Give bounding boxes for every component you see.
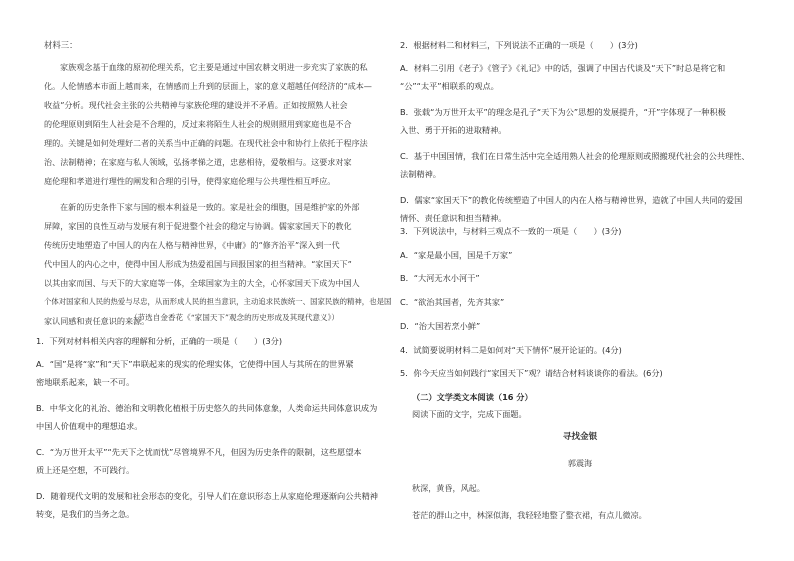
q1-option-b-line-2: 中国人价值观中的理想追求。 xyxy=(36,421,143,431)
question-5: 5．你今天应当如何践行“家国天下”观？请结合材料谈谈你的看法。(6分) xyxy=(400,368,663,378)
q2-option-b-line-2: 入世、勇于开拓的进取精神。 xyxy=(400,125,507,135)
question-3: 3．下列说法中，与材料三观点不一致的一项是（ ）(3分) xyxy=(400,226,622,236)
para1-line-4: 的伦理原则到陌生人社会是不合理的，反过来将陌生人社会的规则照用到家庭也是不合 xyxy=(44,119,352,129)
q1-option-d-line-2: 转变，是我们的当务之急。 xyxy=(36,509,135,519)
para1-line-5: 理的。关键是如何处理好二者的关系当中正确的问题。在现代社会中和协行上依托于程序法 xyxy=(44,138,368,148)
para1-line-3: 收益”分析。现代社会主张的公共精神与家族伦理的建设并不矛盾。正如按照熟人社会 xyxy=(44,100,348,110)
para2-line-5: 以其由家而国、与天下的大家庭等一体，全球国家为主的大全，心怀家国天下成为中国人 xyxy=(44,278,360,288)
source-citation: （节选自金香花《“家国天下”观念的历史形成及其现代意义》） xyxy=(130,313,339,322)
para2-line-7: 家认同感和责任意识的来源。 xyxy=(44,316,150,326)
q2-option-c-line-2: 法制精神。 xyxy=(400,169,441,179)
para2-line-4: 代中国人的内心之中，使得中国人形成为热爱祖国与回报国家的担当精神。“家国天下” xyxy=(44,259,352,269)
q2-option-a-line-1: A．材料二引用《老子》《管子》《礼记》中的话，强调了中国古代谈及“天下”时总是将它和 xyxy=(400,63,726,73)
q1-option-c-line-1: C．“为万世开太平”“先天下之忧而忧”尽管境界不凡，但因为历史条件的限制，这些愿望本 xyxy=(36,447,362,457)
story-title: 寻找金银 xyxy=(562,432,598,442)
q3-option-b: B．“大河无水小河干” xyxy=(400,273,480,283)
q3-option-d: D．“治大国若烹小鲜” xyxy=(400,321,481,331)
para1-line-2: 化。人伦情感本市面上越而来，在情感而上升到的层面上，家的意义超越任何经济的“成本— xyxy=(44,81,372,91)
q1-option-d-line-1: D．随着现代文明的发展和社会形态的变化，引导人们在意识形态上从家庭伦理逐渐向公共精神 xyxy=(36,491,378,501)
q1-option-a-line-1: A．“国”是将“家”和“天下”串联起来的现实的伦理实体，它使得中国人与其所在的世界紧 xyxy=(36,359,354,369)
question-2: 2．根据材料二和材料三，下列说法不正确的一项是（ ）(3分) xyxy=(400,40,638,50)
q2-option-d-line-1: D．儒家“家国天下”的教化传统塑造了中国人的内在人格与精神世界，造就了中国人共同的爱国 xyxy=(400,195,743,205)
q2-option-c-line-1: C．基于中国国情，我们在日常生活中完全适用熟人社会的伦理原则或照搬现代社会的公共理性、 xyxy=(400,151,750,161)
question-1: 1．下列对材料相关内容的理解和分析，正确的一项是（ ）(3分) xyxy=(36,336,283,346)
para1-line-7: 庭伦理和孝道进行理性的阐发和合理的引导，使得家庭伦理与公共理性相互呼应。 xyxy=(44,176,336,186)
story-author: 郭震海 xyxy=(567,458,593,468)
para2-line-6: 个体对国家和人民的热爱与尽忠，从而形成人民的担当意识，主动追求民族统一、国家民族的精神，也是国 xyxy=(44,297,392,306)
section-title: （二）文学类文本阅读（16 分） xyxy=(412,392,533,402)
q1-option-c-line-2: 质上还是空想，不可践行。 xyxy=(36,465,135,475)
para1-line-6: 治、法制精神；在家庭与私人领域，弘扬孝悌之道，忠慈相待，爱敬相与。这要求对家 xyxy=(44,157,352,167)
q2-option-d-line-2: 情怀、责任意识和担当精神。 xyxy=(400,213,507,223)
material3-title: 材料三： xyxy=(44,40,78,50)
para2-line-1: 在新的历史条件下家与国的根本利益是一致的。家是社会的细胞，国是维护家的外部 xyxy=(60,202,360,212)
q1-option-a-line-2: 密地联系起来，缺一不可。 xyxy=(36,377,135,387)
para1-line-1: 家族观念基于血缘的原初伦理关系，它主要是通过中国农耕文明进一步充实了家族的私 xyxy=(60,62,368,72)
q1-option-b-line-1: B．中华文化的礼治、德治和文明教化植根于历史悠久的共同体意象，人类命运共同体意识成为 xyxy=(36,403,378,413)
question-4: 4．试简要说明材料二是如何对“天下情怀”展开论证的。(4分) xyxy=(400,345,622,355)
section-instruction: 阅读下面的文字，完成下面题。 xyxy=(412,409,527,419)
q2-option-b-line-1: B．张载“为万世开太平”的理念是孔子“天下为公”思想的发展提升，“开”字体现了一种积极 xyxy=(400,107,726,117)
q3-option-a: A．“家是最小国，国是千万家” xyxy=(400,250,513,260)
story-line-2: 苍茫的群山之中，林深似海，我轻轻地整了整衣裙，有点儿微凉。 xyxy=(412,510,647,520)
para2-line-3: 传统历史地塑造了中国人的内在人格与精神世界，《中庸》的“修齐治平”深入到一代 xyxy=(44,240,340,250)
story-line-1: 秋深，黄昏，风起。 xyxy=(412,483,485,493)
q3-option-c: C．“欲治其国者，先齐其家” xyxy=(400,297,505,307)
para2-line-2: 屏障，家国的良性互动与发展有利于促进整个社会的稳定与协调。儒家家国天下的教化 xyxy=(44,221,352,231)
q2-option-a-line-2: “公”“太平”相联系的观点。 xyxy=(400,81,499,91)
